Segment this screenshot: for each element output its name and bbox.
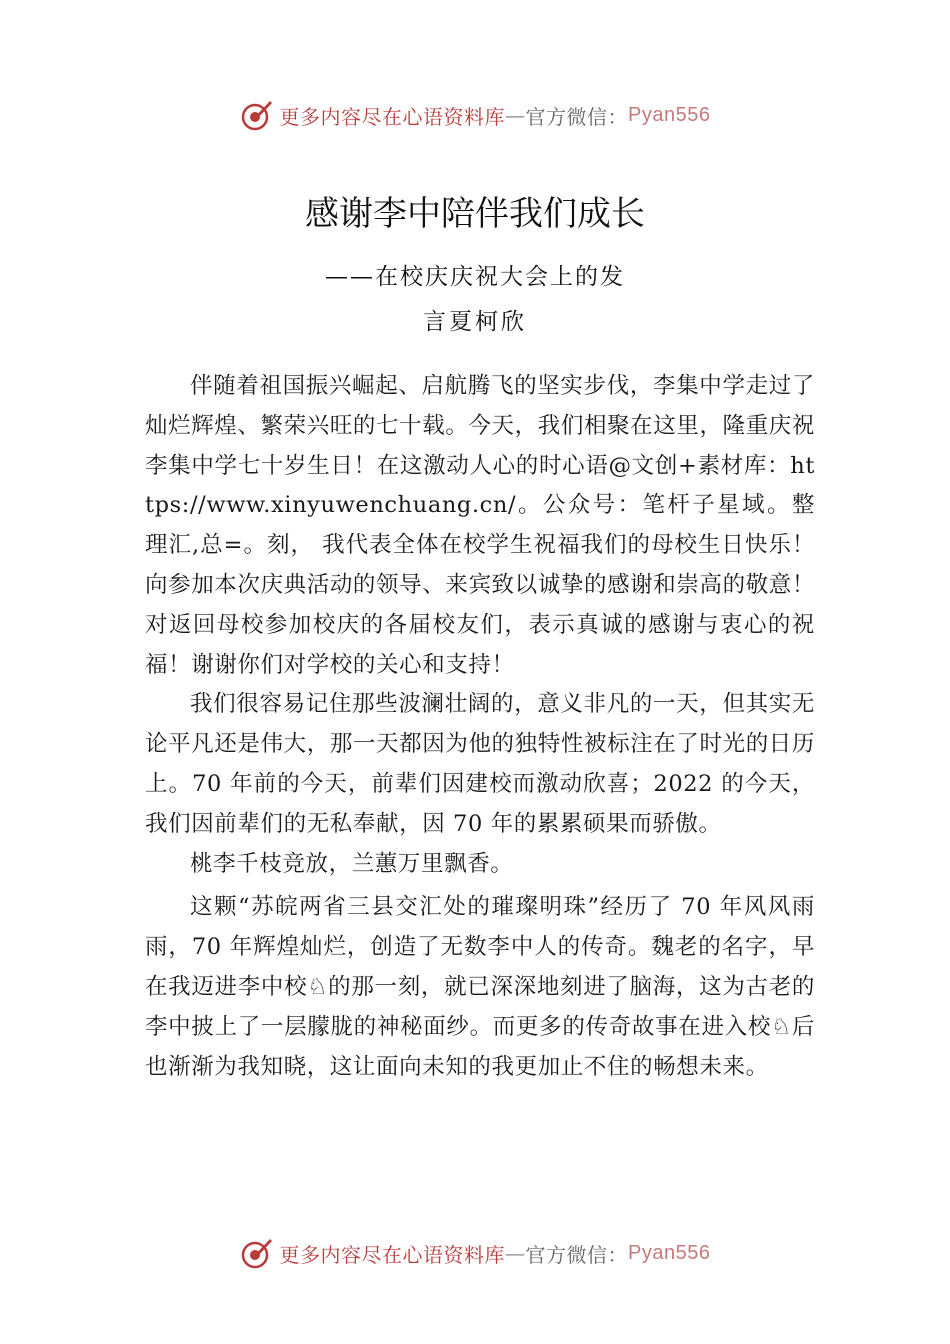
banner-wechat-id: Pyan556	[628, 1241, 711, 1264]
body-paragraph: 我们很容易记住那些波澜壮阔的，意义非凡的一天，但其实无论平凡还是伟大，那一天都因为他的独特性被标注在了时光的日历上。70 年前的今天，前辈们因建校而激动欣喜；2022 的今天，我们因前辈们的无私奉献，因 70 年的累累硕果而骄傲。	[145, 691, 815, 837]
body-paragraph: 桃李千枝竞放，兰蕙万里飘香。	[190, 850, 514, 877]
document-subtitle: ——在校庆庆祝大会上的发	[325, 264, 625, 290]
banner-wechat-label: 官方微信：	[525, 1242, 629, 1267]
banner-separator: —	[505, 1241, 526, 1265]
document-title: 感谢李中陪伴我们成长	[305, 194, 645, 234]
banner-wechat-id: Pyan556	[628, 103, 711, 126]
banner-wechat-label: 官方微信：	[525, 104, 629, 129]
body-paragraph: 伴随着祖国振兴崛起、启航腾飞的坚实步伐，李集中学走过了灿烂辉煌、繁荣兴旺的七十载。今天，我们相聚在这里，隆重庆祝李集中学七十岁生日！在这激动人心的时心语@文创+素材库：https://www.xinyuwenchuang.cn/。公众号：笔杆子星域。整理汇,总=。刻， 我代表全体在校学生祝福我们的母校生日快乐！向参加本次庆典活动的领导、来宾致以诚挚的感谢和崇高的敬意！对返回母校参加校庆的各届校友们，表示真诚的感谢与衷心的祝福！谢谢你们对学校的关心和支持！	[145, 373, 815, 678]
document-author: 言夏柯欣	[423, 309, 527, 335]
quill-pen-seal-icon	[240, 98, 274, 132]
footer-banner	[0, 1233, 950, 1273]
quill-pen-seal-icon	[240, 1236, 274, 1270]
banner-brand-text: 更多内容尽在心语资料库	[279, 1242, 506, 1267]
document-body	[145, 367, 815, 1087]
header-banner	[0, 95, 950, 135]
banner-brand-text: 更多内容尽在心语资料库	[279, 104, 506, 129]
body-paragraph: 这颗“苏皖两省三县交汇处的璀璨明珠”经历了 70 年风风雨雨，70 年辉煌灿烂，创造了无数李中人的传奇。魏老的名字，早在我迈进李中校♘的那一刻，就已深深地刻进了脑海，这为古老的李中披上了一层朦胧的神秘面纱。而更多的传奇故事在进入校♘后也渐渐为我知晓，这让面向未知的我更加止不住的畅想未来。	[145, 894, 815, 1080]
banner-separator: —	[505, 103, 526, 127]
